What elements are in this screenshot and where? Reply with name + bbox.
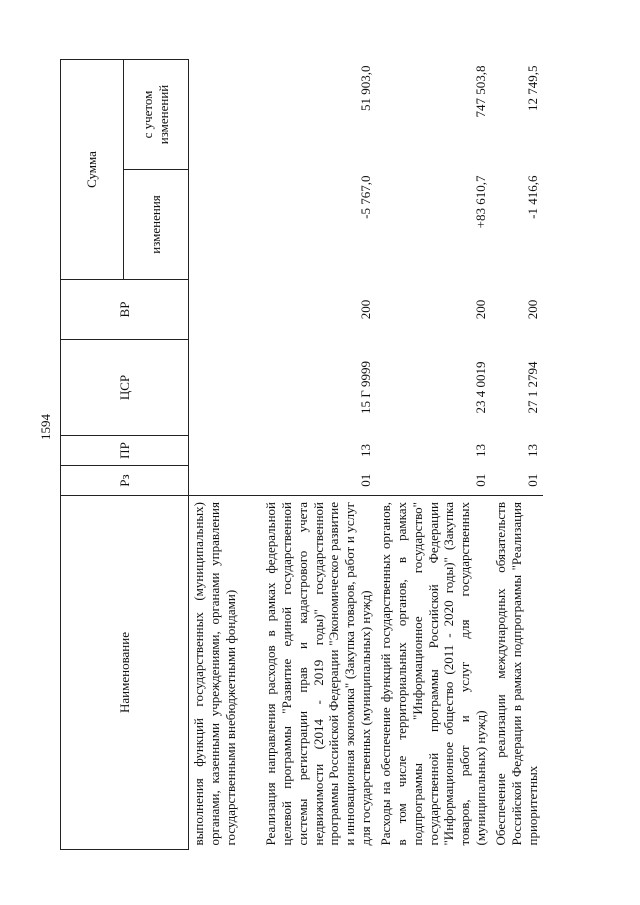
row-pr (189, 436, 262, 466)
header-change: изменения (124, 170, 189, 280)
header-with-changes: с учетом изменений (124, 60, 189, 170)
header-vr: ВР (61, 280, 189, 340)
row-rz: 01 (524, 473, 540, 487)
row-pr: 13 (473, 444, 489, 457)
table-row (376, 60, 491, 850)
row-csr: 23 4 0019 (473, 361, 489, 414)
row-change: +83 610,7 (473, 175, 489, 229)
row-vr: 200 (358, 299, 374, 320)
header-name: Наименование (61, 496, 189, 850)
row-total (189, 60, 262, 170)
header-sum: Сумма (61, 60, 124, 280)
row-csr: 27 1 2794 (524, 361, 540, 414)
row-name: Реализация направления расходов в рамках федеральной целевой программы "Развитие единой государственной системы регистрации прав и кадастрового учета недвижимости (2014 - 2019 годы)" государственной программы Российской Федерации "Экономическое развитие и инновационная экономика" (Закупка товаров, работ и услуг для государственных (муниципальных) нужд) (261, 496, 376, 850)
row-rz: 01 (358, 473, 374, 487)
row-name: Обеспечение реализации международных обязательств Российской Федерации в рамках подпрограммы "Реализация приоритетных (491, 496, 543, 850)
row-csr: 15 Г 9999 (358, 361, 374, 415)
table-row (189, 60, 262, 850)
row-change (189, 170, 262, 280)
table-row (491, 60, 543, 850)
row-change: -1 416,6 (524, 175, 540, 219)
header-pr: ПР (61, 436, 189, 466)
table-row (261, 60, 376, 850)
row-total: 51 903,0 (358, 65, 374, 111)
row-vr: 200 (473, 299, 489, 320)
table-body (189, 60, 543, 850)
row-vr: 200 (524, 299, 540, 320)
row-rz: 01 (473, 473, 489, 487)
row-pr: 13 (524, 444, 540, 457)
table-header (61, 60, 189, 850)
row-name: Расходы на обеспечение функций государственных органов, в том числе территориальных органов, в рамках подпрограммы "Информационное государство" государственной программы Российской Федерации "Информационное общество (2011 - 2020 годы)" (Закупка товаров, работ и услуг для государственных (муниципальных) нужд) (376, 496, 491, 850)
row-csr (189, 340, 262, 436)
row-total: 12 749,5 (524, 65, 540, 111)
row-name: выполнения функций государственных (муниципальных) органами, казенными учреждениями, органами управления государственными внебюджетными фондами) (189, 496, 262, 850)
row-total: 747 503,8 (473, 65, 489, 118)
header-csr: ЦСР (61, 340, 189, 436)
rotated-page (60, 60, 540, 850)
row-change: -5 767,0 (358, 175, 374, 219)
budget-table (60, 59, 543, 850)
row-rz (189, 466, 262, 496)
page-number: 1594 (38, 414, 53, 440)
row-pr: 13 (358, 444, 374, 457)
header-rz: Рз (61, 466, 189, 496)
row-vr (189, 280, 262, 340)
